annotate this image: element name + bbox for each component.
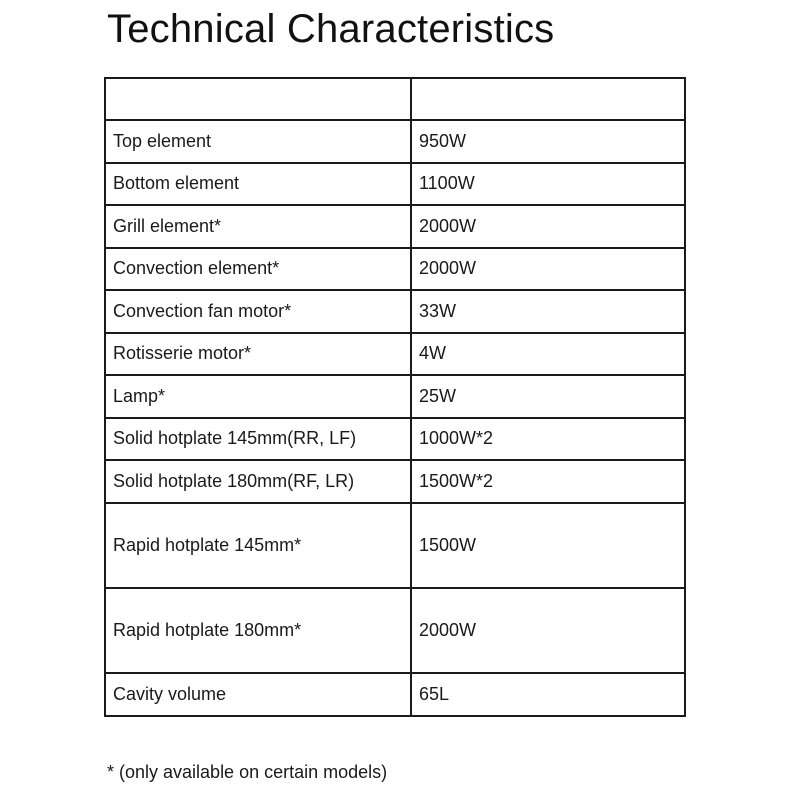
spec-value: 2000W [411, 248, 685, 291]
table-row [105, 120, 685, 163]
spec-value: 1500W*2 [411, 460, 685, 503]
spec-item: Solid hotplate 180mm(RF, LR) [105, 460, 411, 503]
spec-value: 4W [411, 333, 685, 376]
spec-value: 25W [411, 375, 685, 418]
spec-item: Rapid hotplate 145mm* [105, 503, 411, 588]
spec-value: 2000W [411, 205, 685, 248]
spec-item: Bottom element [105, 163, 411, 206]
spec-item: Grill element* [105, 205, 411, 248]
table-row [105, 460, 685, 503]
table-row [105, 205, 685, 248]
table-header-row [105, 78, 685, 120]
spec-item: Rapid hotplate 180mm* [105, 588, 411, 673]
spec-value: 1100W [411, 163, 685, 206]
table-row [105, 248, 685, 291]
spec-value: 950W [411, 120, 685, 163]
spec-value: 65L [411, 673, 685, 716]
spec-item: Cavity volume [105, 673, 411, 716]
table-row [105, 375, 685, 418]
spec-item: Lamp* [105, 375, 411, 418]
header-cell-item [105, 78, 411, 120]
page-title: Technical Characteristics [107, 7, 555, 51]
footnote: * (only available on certain models) [107, 762, 388, 782]
spec-item: Convection fan motor* [105, 290, 411, 333]
table-row [105, 290, 685, 333]
table-row [105, 588, 685, 673]
spec-value: 1000W*2 [411, 418, 685, 461]
table-row [105, 418, 685, 461]
spec-value: 1500W [411, 503, 685, 588]
spec-value: 33W [411, 290, 685, 333]
spec-item: Rotisserie motor* [105, 333, 411, 376]
table-row [105, 673, 685, 716]
spec-item: Convection element* [105, 248, 411, 291]
spec-value: 2000W [411, 588, 685, 673]
table-row [105, 163, 685, 206]
specifications-table [104, 77, 686, 717]
spec-item: Top element [105, 120, 411, 163]
table-row [105, 333, 685, 376]
spec-item: Solid hotplate 145mm(RR, LF) [105, 418, 411, 461]
header-cell-value [411, 78, 685, 120]
table-row [105, 503, 685, 588]
